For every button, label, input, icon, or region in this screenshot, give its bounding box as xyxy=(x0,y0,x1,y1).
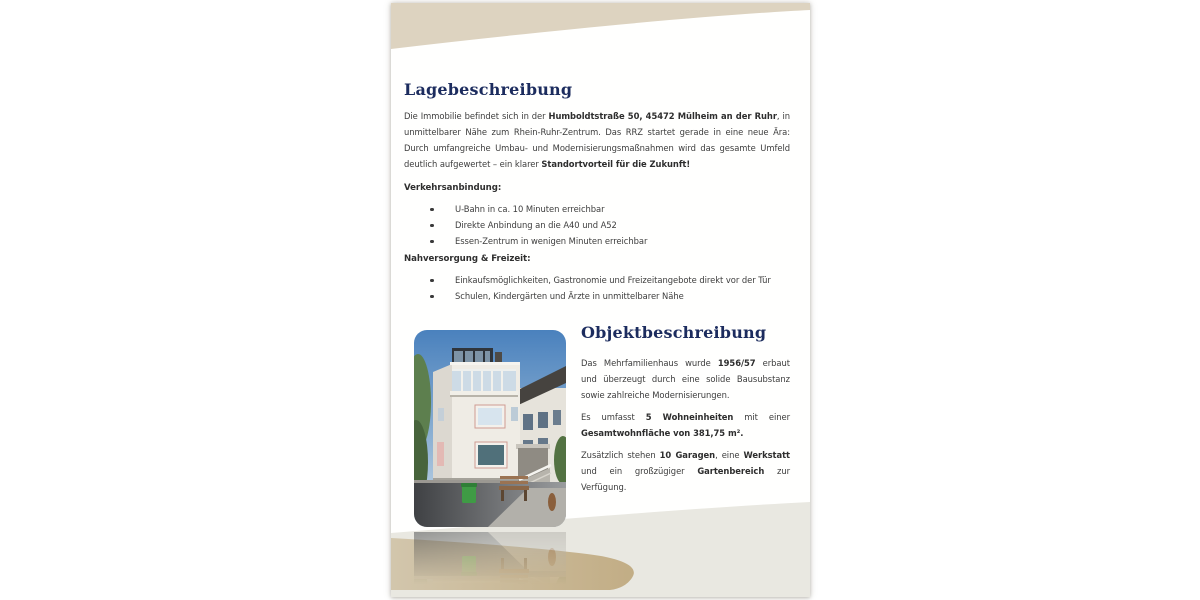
document-page xyxy=(391,3,810,597)
p3-text-4: zur Verfügung. xyxy=(581,466,790,492)
p2-area-bold: Gesamtwohnfläche von 381,75 m². xyxy=(581,428,744,438)
intro-address-bold: Humboldtstraße 50, 45472 Mülheim an der Ruhr xyxy=(548,111,777,121)
p2-units-bold: 5 Wohneinheiten xyxy=(645,412,734,422)
top-swoosh-decoration xyxy=(391,3,810,51)
transport-heading: Verkehrsanbindung: xyxy=(404,183,502,193)
list-item: Einkaufsmöglichkeiten, Gastronomie und Freizeitangebote direkt vor der Tür xyxy=(404,272,790,288)
intro-text-1: Die Immobilie befindet sich in der xyxy=(404,111,549,121)
building-photo-reflection-art xyxy=(414,532,566,590)
p3-garden-bold: Gartenbereich xyxy=(697,466,765,476)
object-paragraph-3 xyxy=(581,447,790,495)
transport-list xyxy=(404,201,790,249)
property-photo xyxy=(414,330,566,527)
building-photo-art xyxy=(414,330,566,527)
list-item: Direkte Anbindung an die A40 und A52 xyxy=(404,217,790,233)
object-section xyxy=(581,323,790,501)
list-item: U-Bahn in ca. 10 Minuten erreichbar xyxy=(404,201,790,217)
list-item: Schulen, Kindergärten und Ärzte in unmittelbarer Nähe xyxy=(404,288,790,304)
p3-workshop-bold: Werkstatt xyxy=(743,450,791,460)
p1-text-1: Das Mehrfamilienhaus wurde xyxy=(581,358,718,368)
location-section xyxy=(404,80,790,304)
location-intro-paragraph xyxy=(404,108,790,172)
p1-text-2: erbaut und überzeugt durch eine solide Bausubstanz sowie zahlreiche Modernisierungen. xyxy=(581,358,790,400)
p2-text-2: mit einer xyxy=(733,412,790,422)
object-paragraph-2 xyxy=(581,409,790,441)
intro-text-2: , in unmittelbarer Nähe zum Rhein-Ruhr-Zentrum. Das RRZ startet gerade in eine neue Ära: Durch umfangreiche Umbau- und Modernisierungsmaßnahmen wird das gesamte Umfeld deutlich aufgewertet – ein klarer xyxy=(404,111,791,169)
p1-year-bold: 1956/57 xyxy=(717,358,756,368)
location-title: Lagebeschreibung xyxy=(404,80,573,99)
amenities-list xyxy=(404,272,790,304)
list-item: Essen-Zentrum in wenigen Minuten erreichbar xyxy=(404,233,790,249)
object-paragraph-1 xyxy=(581,355,790,403)
p3-text-1: Zusätzlich stehen xyxy=(581,450,660,460)
p3-garages-bold: 10 Garagen xyxy=(659,450,716,460)
p3-text-2: , eine xyxy=(715,450,744,460)
intro-highlight-bold: Standortvorteil für die Zukunft! xyxy=(541,159,691,169)
object-title: Objektbeschreibung xyxy=(581,323,767,342)
p2-text-1: Es umfasst xyxy=(581,412,646,422)
property-photo-reflection xyxy=(414,532,566,590)
amenities-heading: Nahversorgung & Freizeit: xyxy=(404,254,531,264)
p3-text-3: und ein großzügiger xyxy=(581,466,698,476)
